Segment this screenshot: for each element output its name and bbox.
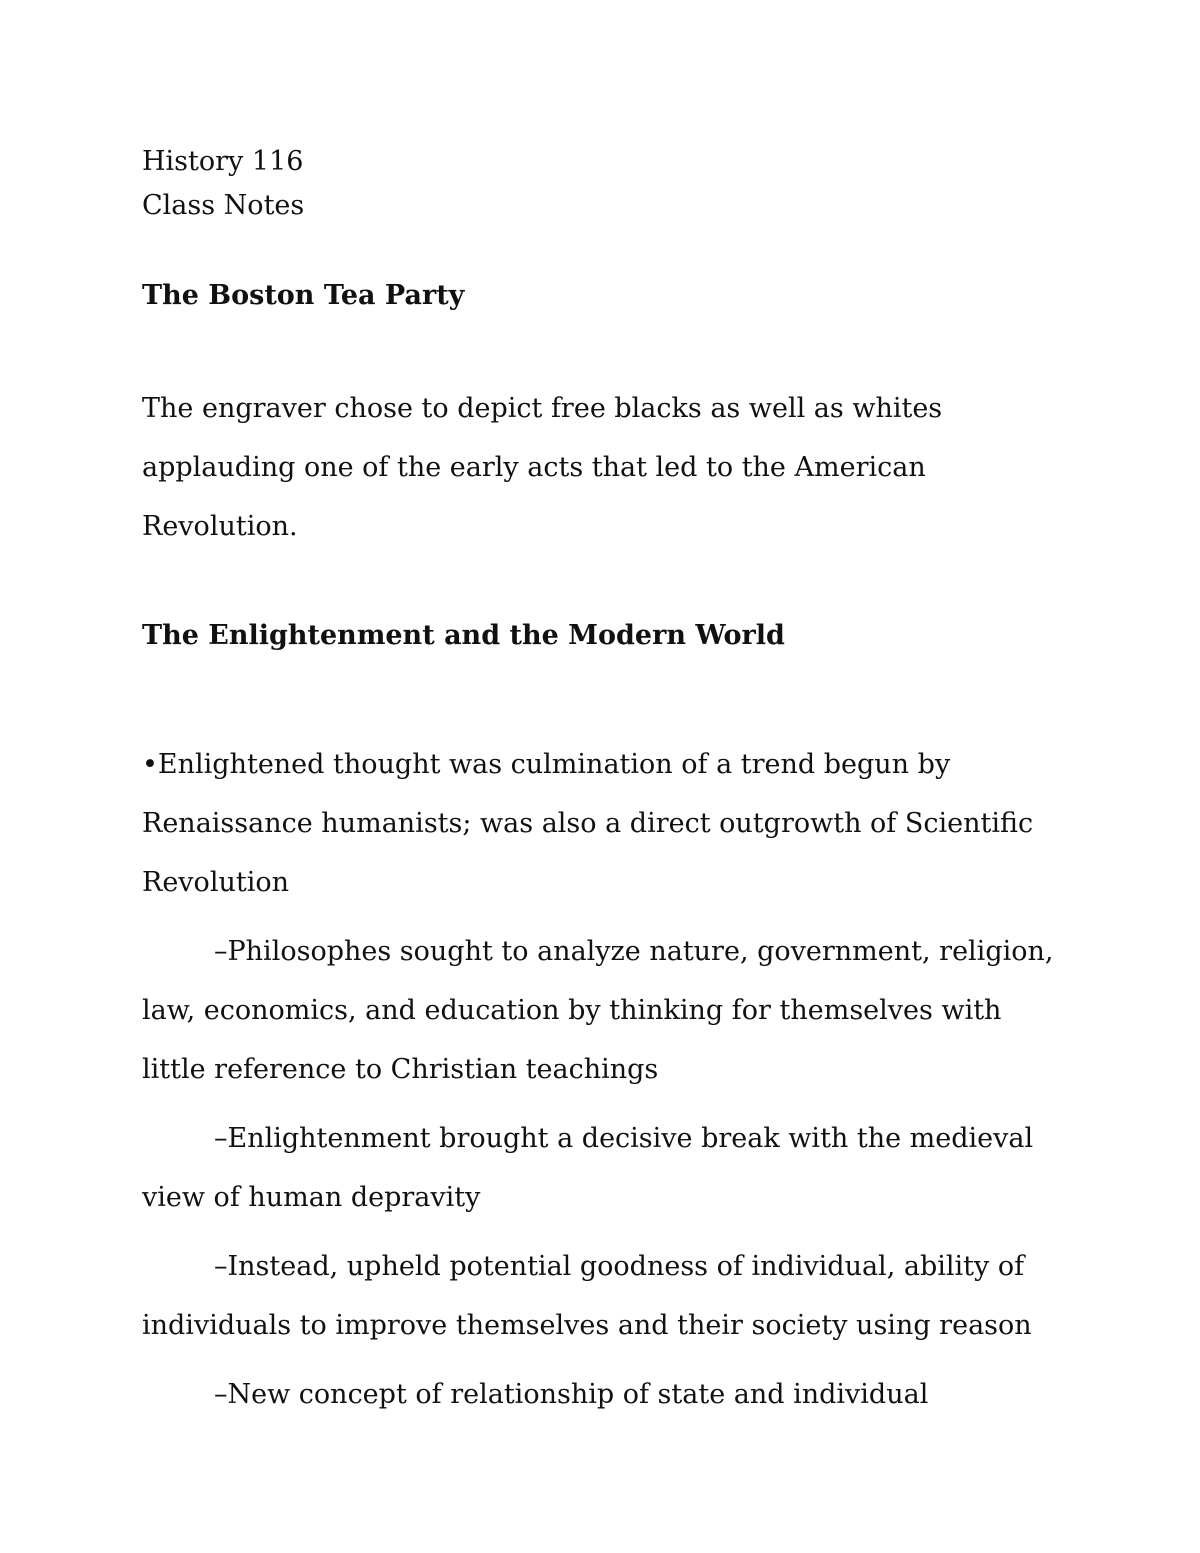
paragraph-engraver: The engraver chose to depict free blacks as well as whites applauding one of the early acts that led to the American Revolution. [142,393,943,542]
subpoint-potential-goodness: –Instead, upheld potential goodness of individual, ability of individuals to improve themselves and their society using reason [142,1251,1032,1341]
section-heading-boston-tea-party: The Boston Tea Party [142,280,465,311]
document-body [142,140,1072,1424]
subpoint-decisive-break: –Enlightenment brought a decisive break with the medieval view of human depravity [142,1123,1034,1213]
subpoint-state-and-individual: –New concept of relationship of state and individual [214,1379,929,1410]
subpoint-philosophes: –Philosophes sought to analyze nature, government, religion, law, economics, and education by thinking for themselves with little reference to Christian teachings [142,936,1054,1085]
notes-subtitle: Class Notes [142,190,305,221]
title-block [142,140,1072,228]
section-heading-enlightenment: The Enlightenment and the Modern World [142,620,785,651]
bullet-point-enlightened-thought: •Enlightened thought was culmination of a trend begun by Renaissance humanists; was also a direct outgrowth of Scientific Revolution [142,749,1034,898]
course-title: History 116 [142,146,304,177]
